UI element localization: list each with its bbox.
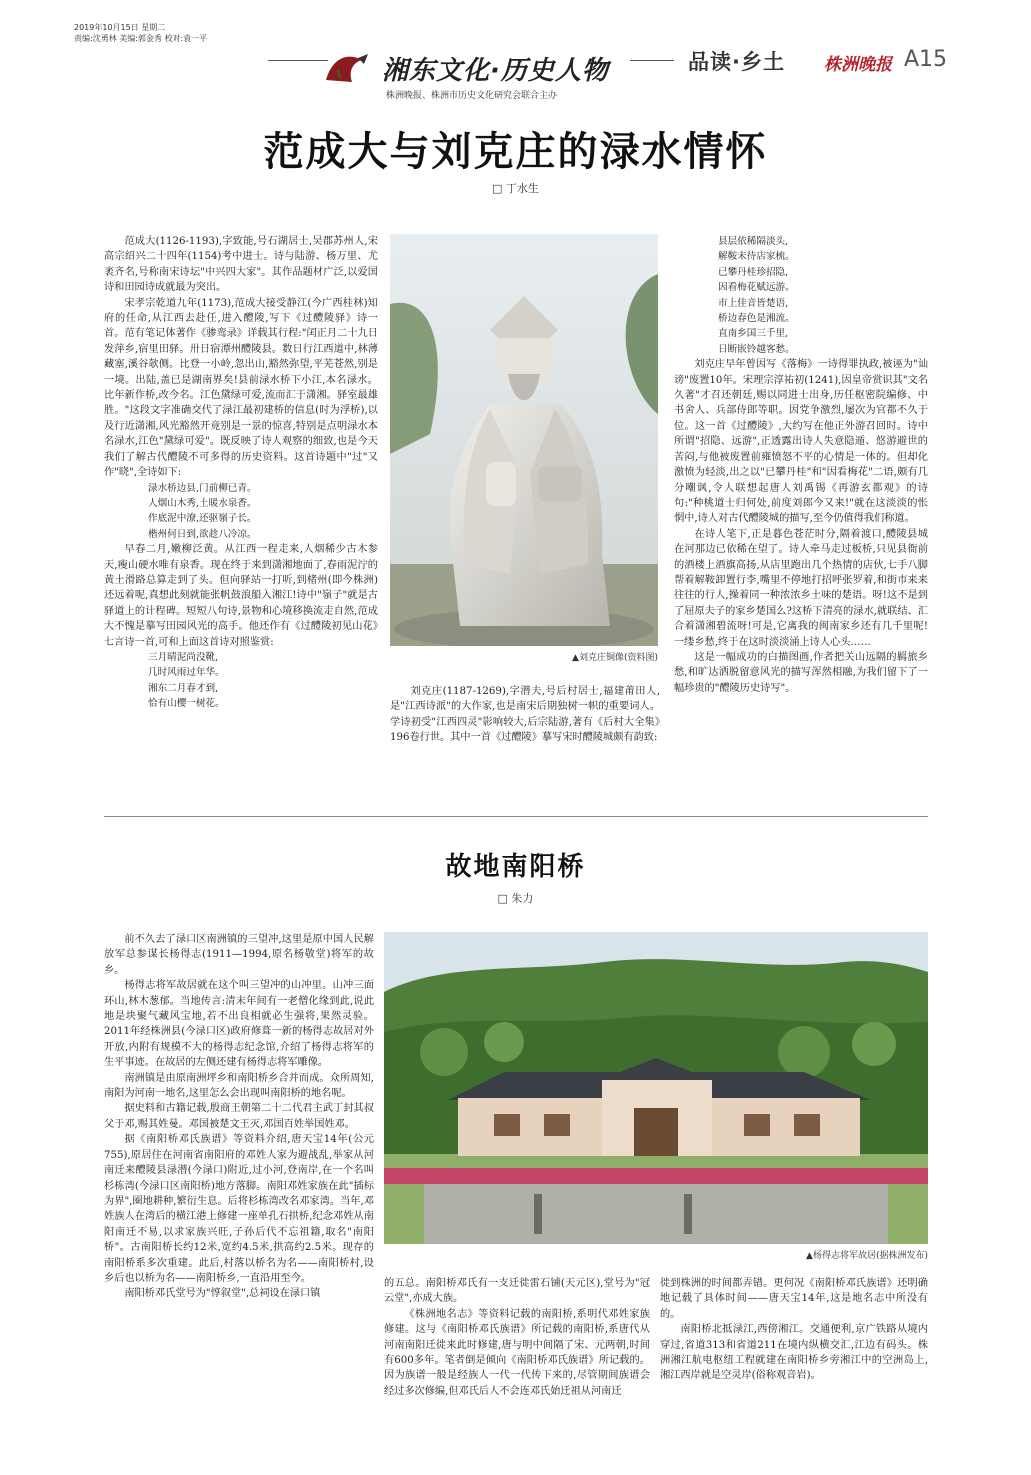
paper-logo: 株洲晚报: [824, 55, 892, 75]
article1-poem-line: 渌水桥边县,门前柳已青。: [148, 482, 257, 494]
article1-poem-line: 湘东二月春才到,: [148, 682, 219, 694]
article1-poem-line: 桥边春色是湘流。: [718, 313, 795, 325]
article2-column-2: [384, 1276, 650, 1399]
issue-date: 2019年10月15日 星期二: [74, 23, 166, 32]
masthead-rule-right: [630, 60, 674, 61]
section-label: 品读·乡土: [688, 50, 785, 74]
article1-poem-line: 因看梅花赋远游。: [718, 282, 795, 294]
article1-col1-para: 范成大(1126-1193),字致能,号石湖居士,吴郡苏州人,宋高宗绍兴二十四年(1154)考中进士。诗与陆游、杨万里、尤袤齐名,号称南宋诗坛"中兴四大家"。其作品题材广泛,以爱国诗和田园诗成就最为突出。: [104, 236, 378, 294]
article1-poem-line: 人烟山木秀,土暖水泉香。: [148, 497, 257, 509]
article1-title: 范成大与刘克庄的渌水情怀: [263, 129, 768, 175]
article1-poem-line: 恰有山樱一树花。: [148, 698, 225, 710]
article1-col2-para: 刘克庄(1187-1269),字潜夫,号后村居士,福建莆田人,是"江西诗派"的大作家,也是南宋后期独树一帜的重要词人。学诗初受"江西四灵"影响较大,后宗陆游,著有《后村大全集》196卷行世。其中一首《过醴陵》摹写宋时醴陵城颇有韵致:: [390, 686, 660, 744]
article1-column-1: [104, 234, 378, 712]
article1-poem-line: 市上佳音皆楚语,: [718, 297, 789, 309]
residence-photo: [384, 932, 928, 1244]
statue-photo-caption: ▲刘克庄铜像(资料图): [572, 653, 658, 663]
article1-column-3: [674, 234, 928, 696]
article1-poem-line: 几时风雨过年华。: [148, 667, 225, 679]
article2-col1-para: 据《南阳桥邓氏族谱》等资料介绍,唐天宝14年(公元755),原居住在河南省南阳府的邓姓人家为避战乱,举家从河南迁来醴陵县渌潜(今渌口)附近,过小河,登南岸,在一个名叫杉栋湾(今渌口区南阳桥)地方落脚。南阳邓姓家族在此"插标为界",圈地耕种,繁衍生息。后将杉栋湾改名邓家湾。当年,邓姓族人在湾后的横江港上修建一座单孔石拱桥,纪念邓姓从南阳南迁不易,以求家族兴旺,子孙后代不忘祖籍,取名"南阳桥"。古南阳桥长约12米,宽约4.5米,拱高约2.5米。现存的南阳桥系多次重建。此后,村落以桥名为名——南阳桥村,设乡后也以桥为名——南阳桥乡,一直沿用至今。: [104, 1134, 374, 1284]
article1-poem-line: 解鞍未待店家梳。: [718, 251, 795, 263]
article1-byline: □ 丁水生: [492, 182, 539, 195]
article2-col1-para: 据史料和古籍记载,殷商王朝第二十二代君主武丁封其叔父于邓,赐其姓曼。邓国被楚文王灭,邓国百姓举国姓邓。: [104, 1103, 374, 1130]
article2-col3-para: 南阳桥北抵渌江,西傍湘江。交通便利,京广铁路从境内穿过,省道313和省道211在境内纵横交汇,江边有码头。株洲湘江航电枢纽工程就建在南阳桥乡旁湘江中的空洲岛上,湘江西岸就是空灵岸(俗称观音岩)。: [660, 1324, 928, 1382]
article2-byline: □ 朱力: [497, 892, 534, 905]
article1-poem-line: 已攀丹桂珍招隐,: [718, 266, 789, 278]
article1-col3-para: 在诗人笔下,正是暮色苍茫时分,隔着渡口,醴陵县城在河那边已依稀在望了。诗人牵马走过板桥,只见县衙前的酒楼上酒旗高扬,从店里跑出几个热情的店伙,七手八脚帮着解鞍卸置行李,嘴里不停地打招呼张罗着,和街市来来往往的行人,操着同一种浓浓乡土味的楚语。呀!这不是到了屈原夫子的家乡楚国么?这桥下清亮的渌水,就联结、汇合着潇湘碧流呀!可是,它离我的闽南家乡还有几千里呢!一缕乡愁,终于在这时淡淡涌上诗人心头……: [674, 528, 928, 648]
article1-column-2: [390, 684, 660, 746]
page-number: A15: [904, 47, 948, 72]
article2-col3-para: 徙到株洲的时间都弄错。更何况《南阳桥邓氏族谱》还明确地记载了具体时间——唐天宝14年,这是地名志中所没有的。: [660, 1278, 928, 1320]
article1-col3-para: 这是一幅成功的白描图画,作者把关山远隔的羁旅乡愁,和旷达洒脱留意风光的描写浑然相融,为我们留下了一幅珍贵的"醴陵历史诗写"。: [674, 651, 928, 694]
masthead-title: 湘东文化·历史人物: [382, 56, 609, 86]
article2-col2-para: 的五总。南阳桥邓氏有一支迁徙雷石铺(天元区),堂号为"冠云堂",亦成大族。: [384, 1278, 650, 1305]
article1-col3-para: 刘克庄早年曾因写《落梅》一诗得罪执政,被诬为"讪谤"废置10年。宋理宗淳祐初(1241),因皇帝赏识其"文名久著"才召还朝廷,赐以同进士出身,历任枢密院编修、中书舍人、兵部侍郎等职。因党争激烈,屡次为官都不久于位。这一首《过醴陵》,大约写在他正外游召回时。诗中所谓"招隐、远游",正透露出诗人失意隐遁、悠游避世的苦闷,与他被废置前雍愤怒不平的心情是一体的。但却化激愤为轻淡,出之以"已攀丹桂"和"因看梅花"二语,颇有几分嘲讽,令人联想起唐人刘禹锡《再游玄都观》的诗句:"种桃道士归何处,前度刘郎今又来!"就在这淡淡的怅惘中,诗人对古代醴陵城的描写,至今仍值得我们称道。: [674, 359, 928, 525]
masthead-sponsor: 株洲晚报、株洲市历史文化研究会联合主办: [386, 91, 558, 101]
article1-col1-para: 早春二月,嫩柳泛黄。从江西一程走来,人烟稀少古木参天,瘦山硬水唯有泉香。现在终于来到潇湘地面了,春雨泥泞的黄土滑路总算走到了头。但向驿站一打听,到楮州(即今株洲)还远着呢,真想此刻就能张帆鼓浪船入湘江!诗中"嶺子"就是古驿道上的计程碑。短短八句诗,景物和心境移换流走自然,范成大不愧是摹写田园风光的高手。他还作有《过醴陵初见山花》七言诗一首,可和上面这首诗对照鉴赏:: [104, 544, 378, 648]
article2-col2-para: 《株洲地名志》等资料记载的南阳桥,系明代邓姓家族修建。这与《南阳桥邓氏族谱》所记载的南阳桥,系唐代从河南南阳迁徙来此时修建,唐与明中间隔了宋、元两朝,时间有600多年。笔者倒是倾向《南阳桥邓氏族谱》所记载的。因为族谱一般是经族人一代一代传下来的,尽管期间族谱会经过多次修编,但邓氏后人不会连邓氏始迁祖从河南迁: [384, 1308, 650, 1397]
article1-poem-line: 直南乡国三千里,: [718, 328, 789, 340]
article2-column-3: [660, 1276, 928, 1384]
article1-poem-line: 作底泥中潦,还驱嶺子长。: [148, 513, 257, 525]
article2-col1-para: 前不久去了渌口区南洲镇的三望冲,这里是原中国人民解放军总参谋长杨得志(1911—1994,原名杨敬堂)将军的故乡。: [104, 934, 374, 976]
article2-title: 故地南阳桥: [445, 852, 586, 882]
article-divider: [104, 816, 928, 817]
article1-poem-line: 县层依稀隔淡头,: [718, 236, 789, 247]
article1-poem-line: 三月晴泥尚没靴,: [148, 651, 219, 663]
statue-photo: [390, 234, 658, 646]
article2-col1-para: 杨得志将军故居就在这个叫三望冲的山冲里。山冲三面环山,林木葱郁。当地传言:清末年间有一老僧化缘到此,说此地是块聚气藏风宝地,若不出良相就必生强将,果然灵验。2011年经株洲县(今渌口区)政府修葺一新的杨得志故居对外开放,内附有规模不大的杨得志纪念馆,介绍了杨得志将军的生平事迹。在故居的左侧还建有杨得志将军雕像。: [104, 980, 374, 1069]
masthead-ink-icon: [318, 48, 374, 88]
article1-col1-para: 宋孝宗乾道九年(1173),范成大接受静江(今广西桂林)知府的任命,从江西去赴任,进入醴陵,写下《过醴陵驿》诗一首。范有笔记体著作《骖鸾录》详载其行程:"闰正月二十九日发萍乡,宿里田驿。卅日宿潭州醴陵县。数日行江西道中,林薄藏塞,溪谷欹侧。比登一小岭,忽出山,豁然弥望,平芜苍然,别是一境。出陆,盖已是湖南界矣!县前渌水桥下小江,本名渌水。比年新作桥,改今名。江色黛绿可爱,流而汇于潇湘。驿室最雄胜。"这段文字准确交代了渌江最初建桥的信息(时为浮桥),以及行近潇湘,风光豁然开竟别是一景的惊喜,特别是点明渌水本名渌水,江色"黛绿可爱"。既反映了诗人观察的细致,也是今天我们了解古代醴陵不可多得的历史资料。这首诗题中"过"又作"晓",全诗如下:: [104, 297, 378, 479]
article2-col1-para: 南阳桥邓氏堂号为"惇叙堂",总祠设在渌口镇: [124, 1288, 321, 1300]
article2-column-1: [104, 932, 374, 1302]
article2-col1-para: 南洲镇是由原南洲坪乡和南阳桥乡合并而成。众所周知,南阳为河南一地名,这里怎么会出现叫南阳桥的地名呢。: [104, 1072, 374, 1100]
editor-credits: 责编:沈勇林 美编:郭金秀 校对:袁一平: [74, 34, 208, 43]
article1-poem-line: 楷州何日到,欲趁八冷凉。: [148, 528, 257, 540]
residence-photo-caption: ▲杨得志将军故居(据株洲发布): [806, 1251, 928, 1261]
article1-poem-line: 日断嵌铃越客愁。: [718, 343, 795, 355]
